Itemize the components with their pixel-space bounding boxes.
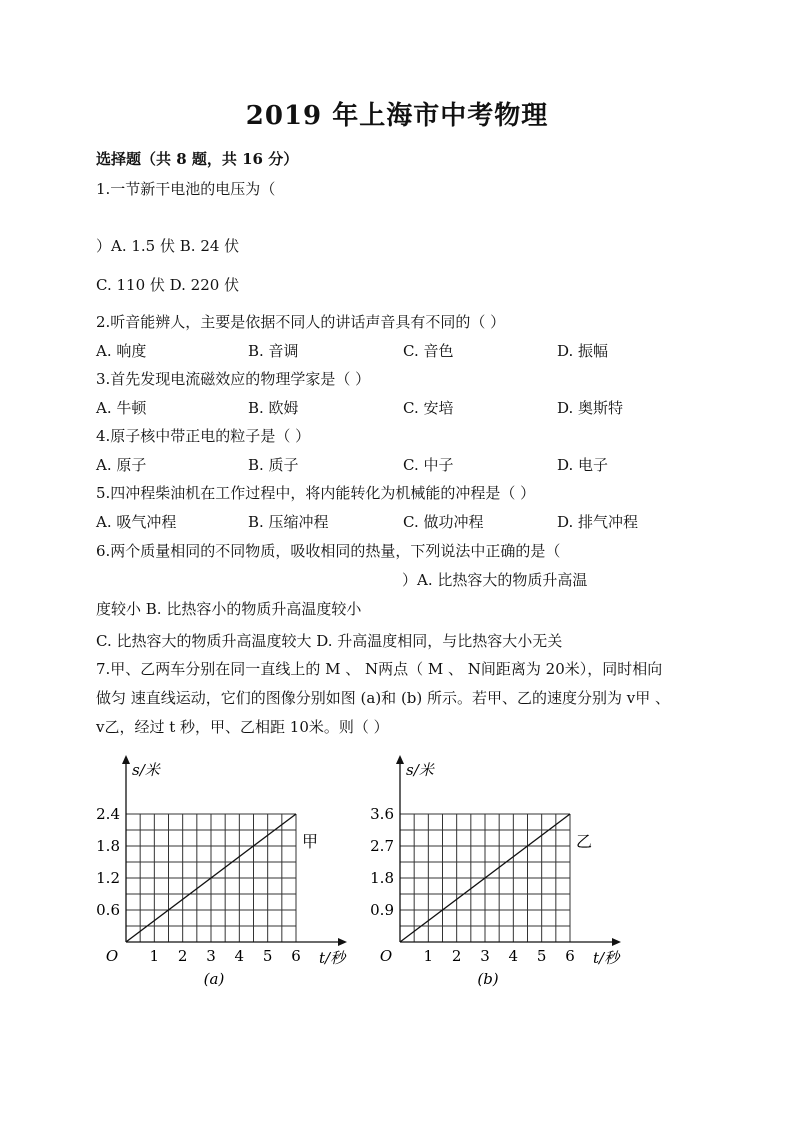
chart2-x-tick-label: 3 bbox=[480, 947, 490, 965]
chart1-x-tick-label: 2 bbox=[177, 947, 188, 965]
graph-b bbox=[370, 755, 650, 1000]
chart1-y-tick-label: 1.8 bbox=[96, 837, 120, 855]
q3-stem: 3.首先发现电流磁效应的物理学家是（ ） bbox=[96, 370, 371, 388]
chart1-y-tick-label: 2.4 bbox=[96, 805, 120, 823]
chart1-x-tick-label: 5 bbox=[262, 947, 273, 965]
q1-options-line1: ）A. 1.5 伏 B. 24 伏 bbox=[96, 237, 240, 255]
chart2-origin-label: O bbox=[379, 947, 393, 965]
chart2-x-tick-label: 4 bbox=[508, 947, 519, 965]
chart1-x-axis-arrow bbox=[338, 938, 347, 946]
q3-option-d: D. 奥斯特 bbox=[557, 399, 624, 417]
chart2-series-label: 乙 bbox=[576, 832, 593, 851]
q3-option-c: C. 安培 bbox=[403, 399, 454, 417]
chart2-caption: (b) bbox=[477, 970, 499, 988]
q3-option-a: A. 牛顿 bbox=[96, 399, 147, 417]
chart1-y-label: s/米 bbox=[132, 761, 160, 779]
q2-option-b: B. 音调 bbox=[248, 342, 299, 360]
page-title: 2019 年上海市中考物理 bbox=[245, 101, 549, 131]
chart2-y-tick-label: 1.8 bbox=[370, 869, 394, 887]
graph-a bbox=[96, 755, 356, 1000]
chart2-x-tick-label: 2 bbox=[451, 947, 462, 965]
q1-options-line2: C. 110 伏 D. 220 伏 bbox=[96, 276, 240, 294]
section-header: 选择题（共 8 题，共 16 分） bbox=[96, 150, 299, 168]
chart2-x-tick-label: 5 bbox=[536, 947, 547, 965]
q5-stem: 5.四冲程柴油机在工作过程中，将内能转化为机械能的冲程是（ ） bbox=[96, 484, 536, 502]
chart2-x-tick-label: 6 bbox=[565, 947, 575, 965]
chart1-series-label: 甲 bbox=[302, 832, 319, 851]
chart2-y-tick-label: 3.6 bbox=[370, 805, 394, 823]
chart1-x-tick-label: 6 bbox=[291, 947, 301, 965]
q6-option-line3: C. 比热容大的物质升高温度较大 D. 升高温度相同，与比热容大小无关 bbox=[96, 632, 563, 650]
q3-option-b: B. 欧姆 bbox=[248, 399, 299, 417]
q6-stem: 6.两个质量相同的不同物质，吸收相同的热量，下列说法中正确的是（ bbox=[96, 542, 561, 560]
q2-option-c: C. 音色 bbox=[403, 342, 454, 360]
q4-option-d: D. 电子 bbox=[557, 456, 609, 474]
chart1-x-tick-label: 4 bbox=[234, 947, 245, 965]
chart2-x-axis-arrow bbox=[612, 938, 621, 946]
chart2-y-label: s/米 bbox=[406, 761, 434, 779]
chart1-x-tick-label: 1 bbox=[149, 947, 160, 965]
q5-option-c: C. 做功冲程 bbox=[403, 513, 484, 531]
q4-option-a: A. 原子 bbox=[96, 456, 147, 474]
q7-line3: v乙，经过 t 秒，甲、乙相距 10米。则（ ） bbox=[96, 718, 389, 736]
q1-stem: 1.一节新干电池的电压为（ bbox=[96, 180, 276, 198]
q6-option-line2: 度较小 B. 比热容小的物质升高温度较小 bbox=[96, 600, 362, 618]
chart2-y-axis-arrow bbox=[396, 755, 404, 764]
q2-stem: 2.听音能辨人，主要是依据不同人的讲话声音具有不同的（ ） bbox=[96, 313, 506, 331]
q2-option-d: D. 振幅 bbox=[557, 342, 609, 360]
chart2-x-label: t/秒 bbox=[593, 949, 620, 967]
q4-option-b: B. 质子 bbox=[248, 456, 299, 474]
chart1-origin-label: O bbox=[105, 947, 119, 965]
q7-line1: 7.甲、乙两车分别在同一直线上的 M 、 N两点（ M 、 N间距离为 20米），同时相向 bbox=[96, 660, 663, 678]
chart1-x-label: t/秒 bbox=[319, 949, 346, 967]
q6-option-line1: ）A. 比热容大的物质升高温 bbox=[402, 571, 588, 589]
chart1-y-tick-label: 1.2 bbox=[96, 869, 120, 887]
q5-option-b: B. 压缩冲程 bbox=[248, 513, 329, 531]
q7-line2: 做匀 速直线运动，它们的图像分别如图 (a)和 (b) 所示。若甲、乙的速度分别为 v甲 、 bbox=[96, 689, 671, 707]
chart1-y-axis-arrow bbox=[122, 755, 130, 764]
chart2-y-tick-label: 2.7 bbox=[370, 837, 394, 855]
q2-option-a: A. 响度 bbox=[96, 342, 147, 360]
chart1-x-tick-label: 3 bbox=[206, 947, 216, 965]
q5-option-a: A. 吸气冲程 bbox=[96, 513, 177, 531]
chart1-caption: (a) bbox=[203, 970, 225, 988]
chart1-y-tick-label: 0.6 bbox=[96, 901, 120, 919]
chart2-y-tick-label: 0.9 bbox=[370, 901, 394, 919]
q5-option-d: D. 排气冲程 bbox=[557, 513, 639, 531]
q4-option-c: C. 中子 bbox=[403, 456, 454, 474]
q4-stem: 4.原子核中带正电的粒子是（ ） bbox=[96, 427, 311, 445]
chart2-x-tick-label: 1 bbox=[423, 947, 434, 965]
